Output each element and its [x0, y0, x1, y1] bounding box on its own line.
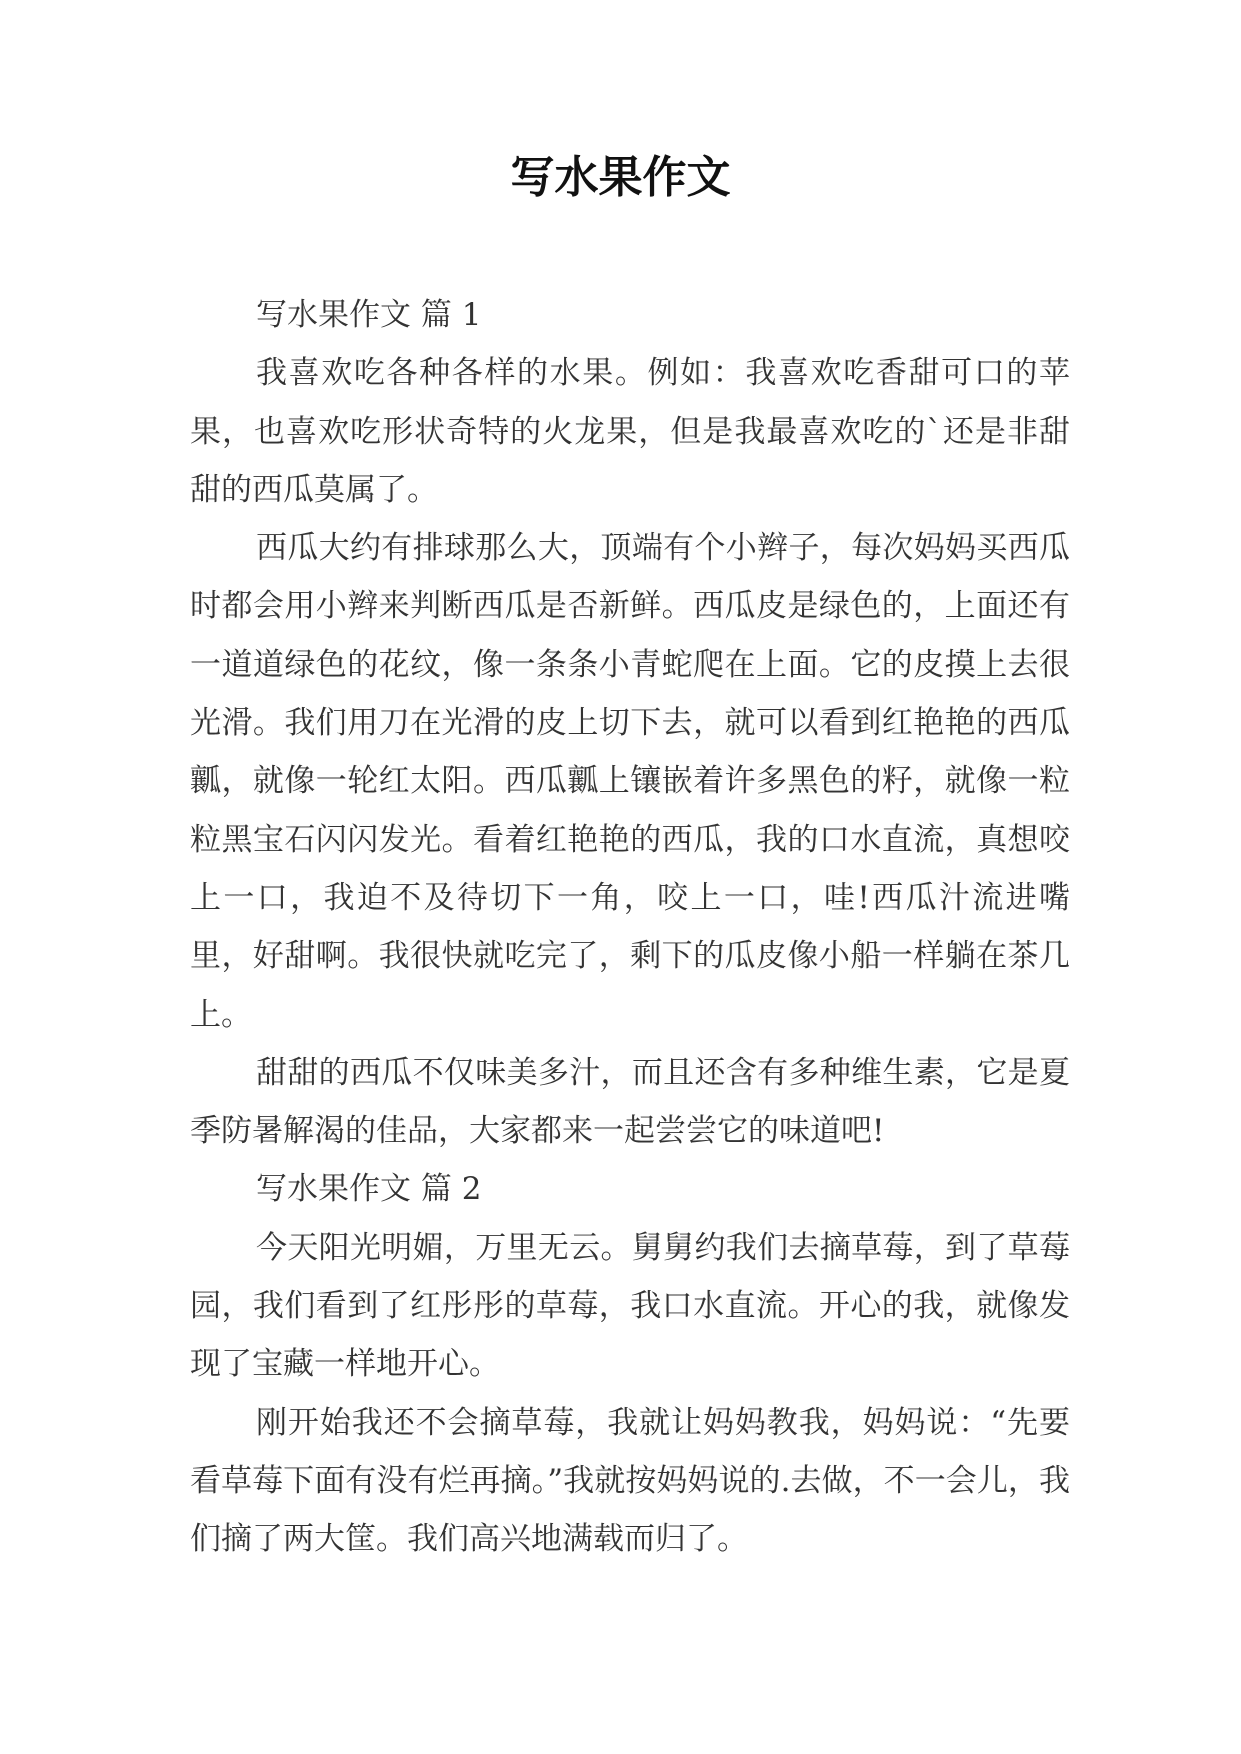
- paragraph: 刚开始我还不会摘草莓，我就让妈妈教我，妈妈说：“先要看草莓下面有没有烂再摘。”我就按妈妈说的.去做，不一会儿，我们摘了两大筐。我们高兴地满载而归了。: [190, 1404, 1070, 1558]
- paragraph: 今天阳光明媚，万里无云。舅舅约我们去摘草莓，到了草莓园，我们看到了红彤彤的草莓，我口水直流。开心的我，就像发现了宝藏一样地开心。: [190, 1229, 1070, 1383]
- paragraph: 西瓜大约有排球那么大，顶端有个小辫子，每次妈妈买西瓜时都会用小辫来判断西瓜是否新鲜。西瓜皮是绿色的，上面还有一道道绿色的花纹，像一条条小青蛇爬在上面。它的皮摸上去很光滑。我们用刀在光滑的皮上切下去，就可以看到红艳艳的西瓜瓤，就像一轮红太阳。西瓜瓤上镶嵌着许多黑色的籽，就像一粒粒黑宝石闪闪发光。看着红艳艳的西瓜，我的口水直流，真想咬上一口，我迫不及待切下一角，咬上一口，哇!西瓜汁流进嘴里，好甜啊。我很快就吃完了，剩下的瓜皮像小船一样躺在茶几上。: [190, 530, 1070, 1033]
- section-heading-2: 写水果作文 篇 2: [256, 1171, 482, 1208]
- document-title: 写水果作文: [510, 152, 731, 203]
- document-body: [190, 286, 1070, 1569]
- paragraph: 我喜欢吃各种各样的水果。例如：我喜欢吃香甜可口的苹果，也喜欢吃形状奇特的火龙果，但是我最喜欢吃的`还是非甜甜的西瓜莫属了。: [190, 355, 1070, 508]
- section-heading-1: 写水果作文 篇 1: [256, 297, 482, 333]
- paragraph: 甜甜的西瓜不仅味美多汁，而且还含有多种维生素，它是夏季防暑解渴的佳品，大家都来一起尝尝它的味道吧!: [190, 1054, 1070, 1150]
